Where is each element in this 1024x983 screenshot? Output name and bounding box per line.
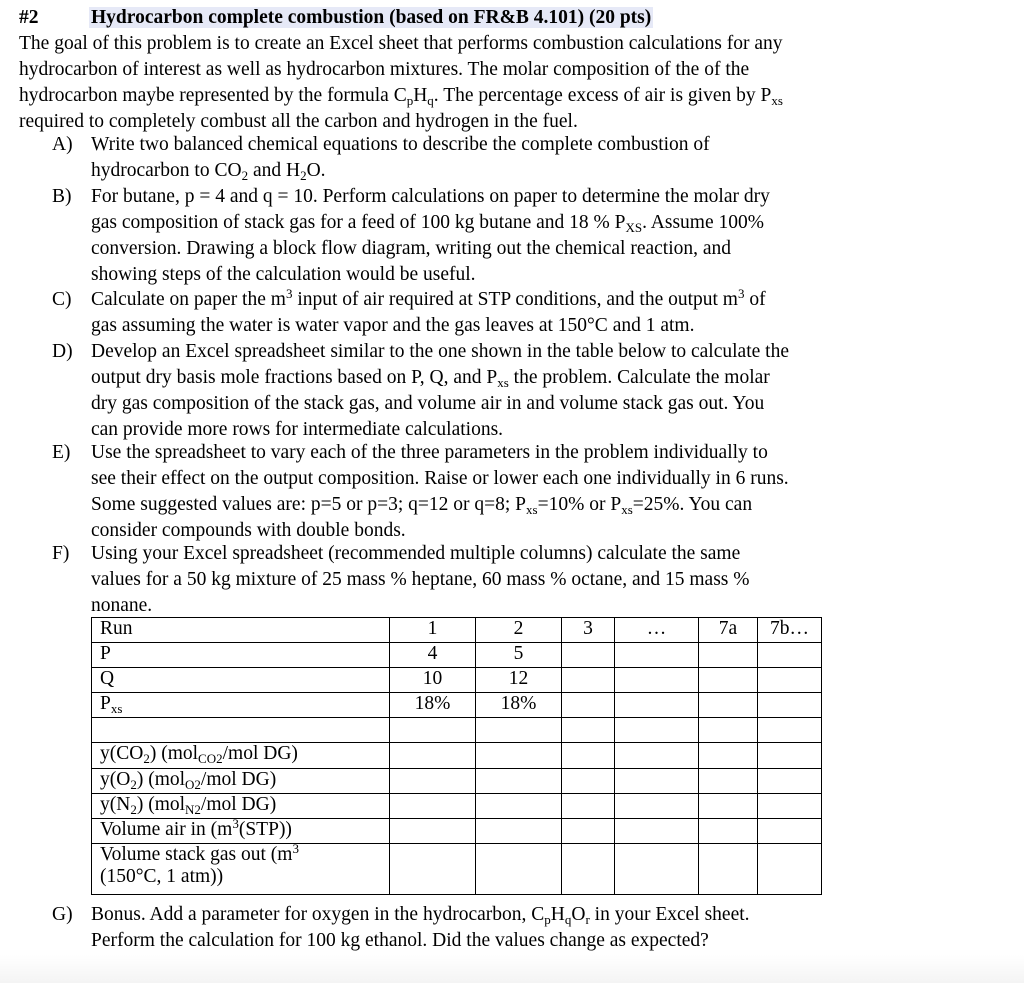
table-row: [92, 819, 822, 844]
table-cell: 1: [390, 618, 476, 643]
item-label: B): [52, 186, 72, 207]
item-label: F): [52, 543, 70, 564]
table-cell: [699, 718, 758, 743]
table-cell: [615, 819, 699, 844]
table-cell: $y(N_2)$ (mol$_{N2}$/mol DG): [92, 794, 390, 819]
table-cell: 4: [390, 643, 476, 668]
table-row: [92, 718, 822, 743]
item-line: Bonus. Add a parameter for oxygen in the hydrocarbon, $C_pH_qO_r$ in your Excel sheet.: [91, 904, 750, 927]
item-line: Calculate on paper the $m^3$ input of air required at STP conditions, and the output $m^3$ of: [91, 286, 766, 310]
table-cell: [615, 844, 699, 895]
table-cell: 18%: [390, 693, 476, 718]
item-line: showing steps of the calculation would be useful.: [91, 264, 476, 285]
table-cell: $P_{xs}$: [92, 693, 390, 718]
table-cell: [758, 769, 822, 794]
table-cell: 12: [476, 668, 562, 693]
table-cell: [615, 693, 699, 718]
problem-title: Hydrocarbon complete combustion (based on FR&B 4.101) (20 pts): [91, 7, 652, 28]
table-cell: [562, 668, 615, 693]
table-cell: [562, 693, 615, 718]
table-cell: [562, 769, 615, 794]
table-cell: [758, 643, 822, 668]
intro-line: hydrocarbon maybe represented by the formula $C_pH_q$. The percentage excess of air is given by $P_{xs}$: [19, 85, 783, 108]
table-cell: [562, 819, 615, 844]
table-row: [92, 668, 822, 693]
table-cell: [758, 718, 822, 743]
item-line: dry gas composition of the stack gas, and volume air in and volume stack gas out. You: [91, 393, 765, 414]
table-cell: [699, 693, 758, 718]
table-cell: $y(O_2)$ (mol$_{O2}$/mol DG): [92, 769, 390, 794]
table-cell: Volume stack gas out ($m^3$ (150°C, 1 atm)): [92, 844, 390, 895]
table-cell: [758, 693, 822, 718]
table-cell: [476, 794, 562, 819]
intro-paragraph: [19, 31, 1009, 135]
table-cell: [699, 794, 758, 819]
table-cell: [699, 769, 758, 794]
table-cell: [390, 844, 476, 895]
table-cell: [699, 668, 758, 693]
item-line: nonane.: [91, 595, 153, 616]
table-cell: …: [615, 618, 699, 643]
item-line: values for a 50 kg mixture of 25 mass % heptane, 60 mass % octane, and 15 mass %: [91, 569, 750, 590]
item-line: see their effect on the output composition. Raise or lower each one individually in 6 runs.: [91, 468, 789, 489]
item-line: Develop an Excel spreadsheet similar to the one shown in the table below to calculate the: [91, 341, 789, 362]
item-line: Some suggested values are: p=5 or p=3; q=12 or q=8; $P_{xs}=10\%$ or $P_{xs}=25\%$. You can: [91, 494, 753, 517]
table-cell: [699, 643, 758, 668]
item-line: consider compounds with double bonds.: [91, 520, 406, 541]
problem-heading: [19, 5, 653, 31]
table-cell: [476, 844, 562, 895]
item-line: Write two balanced chemical equations to describe the complete combustion of: [91, 134, 710, 155]
item-line: output dry basis mole fractions based on P, Q, and $P_{xs}$ the problem. Calculate the molar: [91, 367, 770, 390]
table-row: [92, 743, 822, 769]
table-cell: 10: [390, 668, 476, 693]
table-cell: Volume air in $(m^3(STP))$: [92, 819, 390, 844]
table-cell: [699, 844, 758, 895]
item-line: gas composition of stack gas for a feed of 100 kg butane and 18 % $P_{XS}$. Assume 100%: [91, 212, 764, 235]
page-bottom-fade: [0, 955, 1024, 983]
table-row: [92, 769, 822, 794]
item-label: G): [52, 904, 73, 925]
item-line: conversion. Drawing a block flow diagram, writing out the chemical reaction, and: [91, 238, 732, 259]
table-cell: [699, 743, 758, 769]
item-line: Perform the calculation for 100 kg ethanol. Did the values change as expected?: [91, 930, 709, 951]
table-cell: [615, 794, 699, 819]
table-cell: $y(CO_2)$ (mol$_{CO2}$/mol DG): [92, 743, 390, 769]
table-cell: P: [92, 643, 390, 668]
table-cell: Run: [92, 618, 390, 643]
item-line: hydrocarbon to $CO_2$ and $H_2O$.: [91, 160, 326, 183]
table-cell: [758, 794, 822, 819]
table-cell: [562, 844, 615, 895]
table-cell: 18%: [476, 693, 562, 718]
table-cell: Q: [92, 668, 390, 693]
table-cell: [476, 718, 562, 743]
table-cell: 7a: [699, 618, 758, 643]
table-cell: [476, 769, 562, 794]
table-cell: 2: [476, 618, 562, 643]
table-cell: [615, 769, 699, 794]
item-line: can provide more rows for intermediate calculations.: [91, 419, 504, 440]
intro-line: required to completely combust all the carbon and hydrogen in the fuel.: [19, 111, 578, 132]
table-row: [92, 618, 822, 643]
intro-line: hydrocarbon of interest as well as hydrocarbon mixtures. The molar composition of the of the: [19, 59, 750, 80]
table-cell: [615, 743, 699, 769]
table-cell: [390, 794, 476, 819]
item-label: E): [52, 442, 71, 463]
table-cell: [758, 668, 822, 693]
table-cell: [476, 819, 562, 844]
table-cell: [390, 718, 476, 743]
table-cell: [758, 844, 822, 895]
item-label: C): [52, 289, 72, 310]
table-row: [92, 643, 822, 668]
table-cell: [562, 794, 615, 819]
table-cell: 7b…: [758, 618, 822, 643]
item-line: For butane, p = 4 and q = 10. Perform calculations on paper to determine the molar dry: [91, 186, 770, 207]
table-row: [92, 693, 822, 718]
table-cell: [476, 743, 562, 769]
table-row: [92, 794, 822, 819]
intro-line: The goal of this problem is to create an Excel sheet that performs combustion calculations for any: [19, 33, 783, 54]
runs-table: [91, 617, 822, 895]
item-line: gas assuming the water is water vapor and the gas leaves at 150°C and 1 atm.: [91, 315, 695, 336]
item-label: A): [52, 134, 73, 155]
item-line: Use the spreadsheet to vary each of the three parameters in the problem individually to: [91, 442, 768, 463]
item-line: Using your Excel spreadsheet (recommended multiple columns) calculate the same: [91, 543, 741, 564]
table-cell: [390, 819, 476, 844]
table-cell: [758, 819, 822, 844]
table-cell: 3: [562, 618, 615, 643]
table-cell: [615, 668, 699, 693]
table-cell: [390, 769, 476, 794]
item-label: D): [52, 341, 73, 362]
table-cell: [758, 743, 822, 769]
table-cell: [615, 643, 699, 668]
table-cell: [615, 718, 699, 743]
table-cell: [92, 718, 390, 743]
table-cell: [390, 743, 476, 769]
table-cell: [562, 718, 615, 743]
problem-number: #2: [19, 7, 39, 28]
table-cell: [562, 743, 615, 769]
table-cell: [699, 819, 758, 844]
table-cell: 5: [476, 643, 562, 668]
table-row: [92, 844, 822, 895]
table-cell: [562, 643, 615, 668]
